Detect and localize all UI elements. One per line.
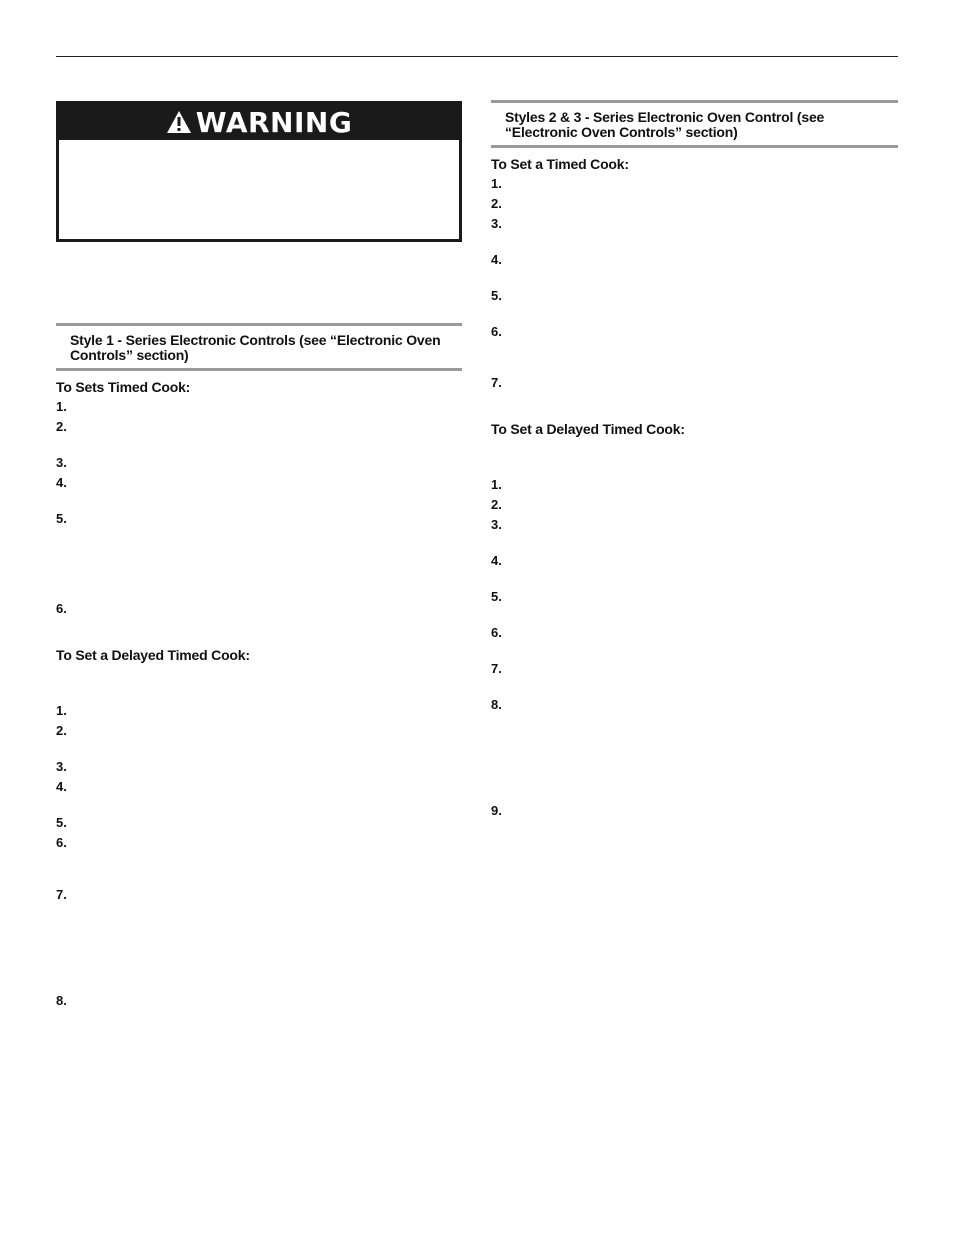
style1-timed-step-number: 6.	[56, 601, 67, 616]
style1-timed-step-number: 5.	[56, 511, 67, 526]
style23-timed-step-number: 4.	[491, 252, 502, 267]
style23-delayed-step-number: 2.	[491, 497, 502, 512]
style1-delayed-step-number: 1.	[56, 703, 67, 718]
style1-delayed-step-number: 6.	[56, 835, 67, 850]
style1-timed-cook-heading: To Sets Timed Cook:	[56, 379, 191, 395]
style23-timed-step-number: 1.	[491, 176, 502, 191]
style1-timed-step-number: 4.	[56, 475, 67, 490]
style23-section-header	[491, 100, 898, 148]
style1-delayed-step-number: 3.	[56, 759, 67, 774]
style23-timed-step-number: 3.	[491, 216, 502, 231]
style23-delayed-heading: To Set a Delayed Timed Cook:	[491, 421, 685, 437]
style23-section-title-line2: “Electronic Oven Controls” section)	[505, 124, 738, 140]
style23-timed-step-number: 7.	[491, 375, 502, 390]
style1-delayed-step-number: 5.	[56, 815, 67, 830]
style23-section-title-line1: Styles 2 & 3 - Series Electronic Oven Control (see	[505, 109, 825, 125]
style23-delayed-step-number: 1.	[491, 477, 502, 492]
style1-section-header	[56, 323, 462, 371]
style23-delayed-step-number: 3.	[491, 517, 502, 532]
top-rule	[56, 56, 898, 57]
style23-delayed-step-number: 8.	[491, 697, 502, 712]
style1-timed-step-number: 3.	[56, 455, 67, 470]
style1-timed-step-number: 1.	[56, 399, 67, 414]
warning-box	[56, 101, 462, 242]
warning-triangle-icon	[166, 110, 192, 134]
style23-delayed-step-number: 6.	[491, 625, 502, 640]
style1-timed-step-number: 2.	[56, 419, 67, 434]
style1-delayed-step-number: 4.	[56, 779, 67, 794]
style23-timed-step-number: 6.	[491, 324, 502, 339]
style23-delayed-step-number: 9.	[491, 803, 502, 818]
style1-delayed-heading: To Set a Delayed Timed Cook:	[56, 647, 250, 663]
style1-section-title-line1: Style 1 - Series Electronic Controls (see “Electronic Oven	[70, 332, 441, 348]
style1-delayed-step-number: 8.	[56, 993, 67, 1008]
warning-label: WARNING	[195, 105, 353, 139]
style1-delayed-step-number: 7.	[56, 887, 67, 902]
style23-timed-step-number: 5.	[491, 288, 502, 303]
style23-delayed-step-number: 7.	[491, 661, 502, 676]
style23-timed-step-number: 2.	[491, 196, 502, 211]
style23-delayed-step-number: 4.	[491, 553, 502, 568]
style23-delayed-step-number: 5.	[491, 589, 502, 604]
style1-delayed-step-number: 2.	[56, 723, 67, 738]
style23-timed-cook-heading: To Set a Timed Cook:	[491, 156, 629, 172]
style1-section-title-line2: Controls” section)	[70, 347, 189, 363]
warning-header	[59, 104, 459, 140]
